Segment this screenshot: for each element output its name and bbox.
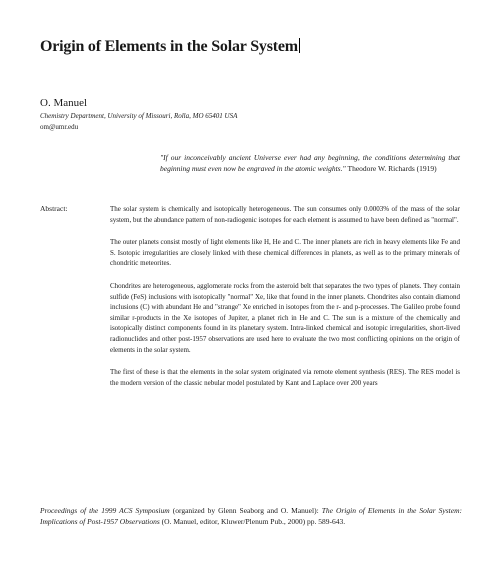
abstract-paragraph: Chondrites are heterogeneous, agglomerate rocks from the asteroid belt that separates the two types of planets. They contain sulfide (FeS) inclusions with isotopically "normal" Xe, like that found in the inner planets. Chondrites also contain diamond inclusions (C) with abundant He and "strange" Xe enriched in isotopes from the r- and p-processes. The Galileo probe found similar r-products in the Xe isotopes of Jupiter, a planet rich in He and C. The sun is a mixture of the chemically and isotopically distinct components found in its planetary system. Intra-linked chemical and isotopic irregularities, short-lived radionuclides and other post-1957 observations are used here to evaluate the two most conflicting opinions on the origin of elements in the solar system. <box>110 281 460 354</box>
abstract-paragraph: The first of these is that the elements in the solar system originated via remote element synthesis (RES). The RES model is the modern version of the classic nebular model postulated by Kant and Laplace over 200 years <box>110 368 460 387</box>
author-affiliation: Chemistry Department, University of Missouri, Rolla, MO 65401 USA <box>40 112 238 120</box>
author-email: om@umr.edu <box>40 123 79 131</box>
epigraph <box>160 153 460 174</box>
footer-proceedings: Proceedings of the 1999 ACS Symposium <box>40 506 170 515</box>
abstract-paragraph: The outer planets consist mostly of light elements like H, He and C. The inner planets are rich in heavy elements like Fe and S. Isotopic irregularities are closely linked with these chemical differences in planets, as well as to the primary minerals of chondritic meteorites. <box>110 238 460 268</box>
abstract-label: Abstract: <box>40 204 68 213</box>
epigraph-attribution: Theodore W. Richards (1919) <box>347 163 437 173</box>
footer-book-title: The Origin of Elements in the Solar System: Implications of Post-1957 Observations <box>40 506 462 526</box>
abstract-body <box>110 204 460 400</box>
author-name: O. Manuel <box>40 97 88 109</box>
epigraph-quote: "If our inconceivably ancient Universe ever had any beginning, the conditions determining that beginning must even now be engraved in the atomic weights." <box>160 153 460 173</box>
text-cursor <box>299 38 300 53</box>
paper-title <box>40 38 300 56</box>
footer-organizers: (organized by Glenn Seaborg and O. Manuel): <box>169 506 322 515</box>
footer-publisher: (O. Manuel, editor, Kluwer/Plenum Pub., 2000) pp. 589-643. <box>159 517 346 526</box>
abstract-paragraph: The solar system is chemically and isotopically heterogeneous. The sun consumes only 0.0003% of the mass of the solar system, but the abundance pattern of non-radiogenic isotopes for each element is assumed to have been defined as "normal". <box>110 205 460 224</box>
paper-title-text: Origin of Elements in the Solar System <box>40 38 298 55</box>
footer-citation <box>40 505 462 527</box>
